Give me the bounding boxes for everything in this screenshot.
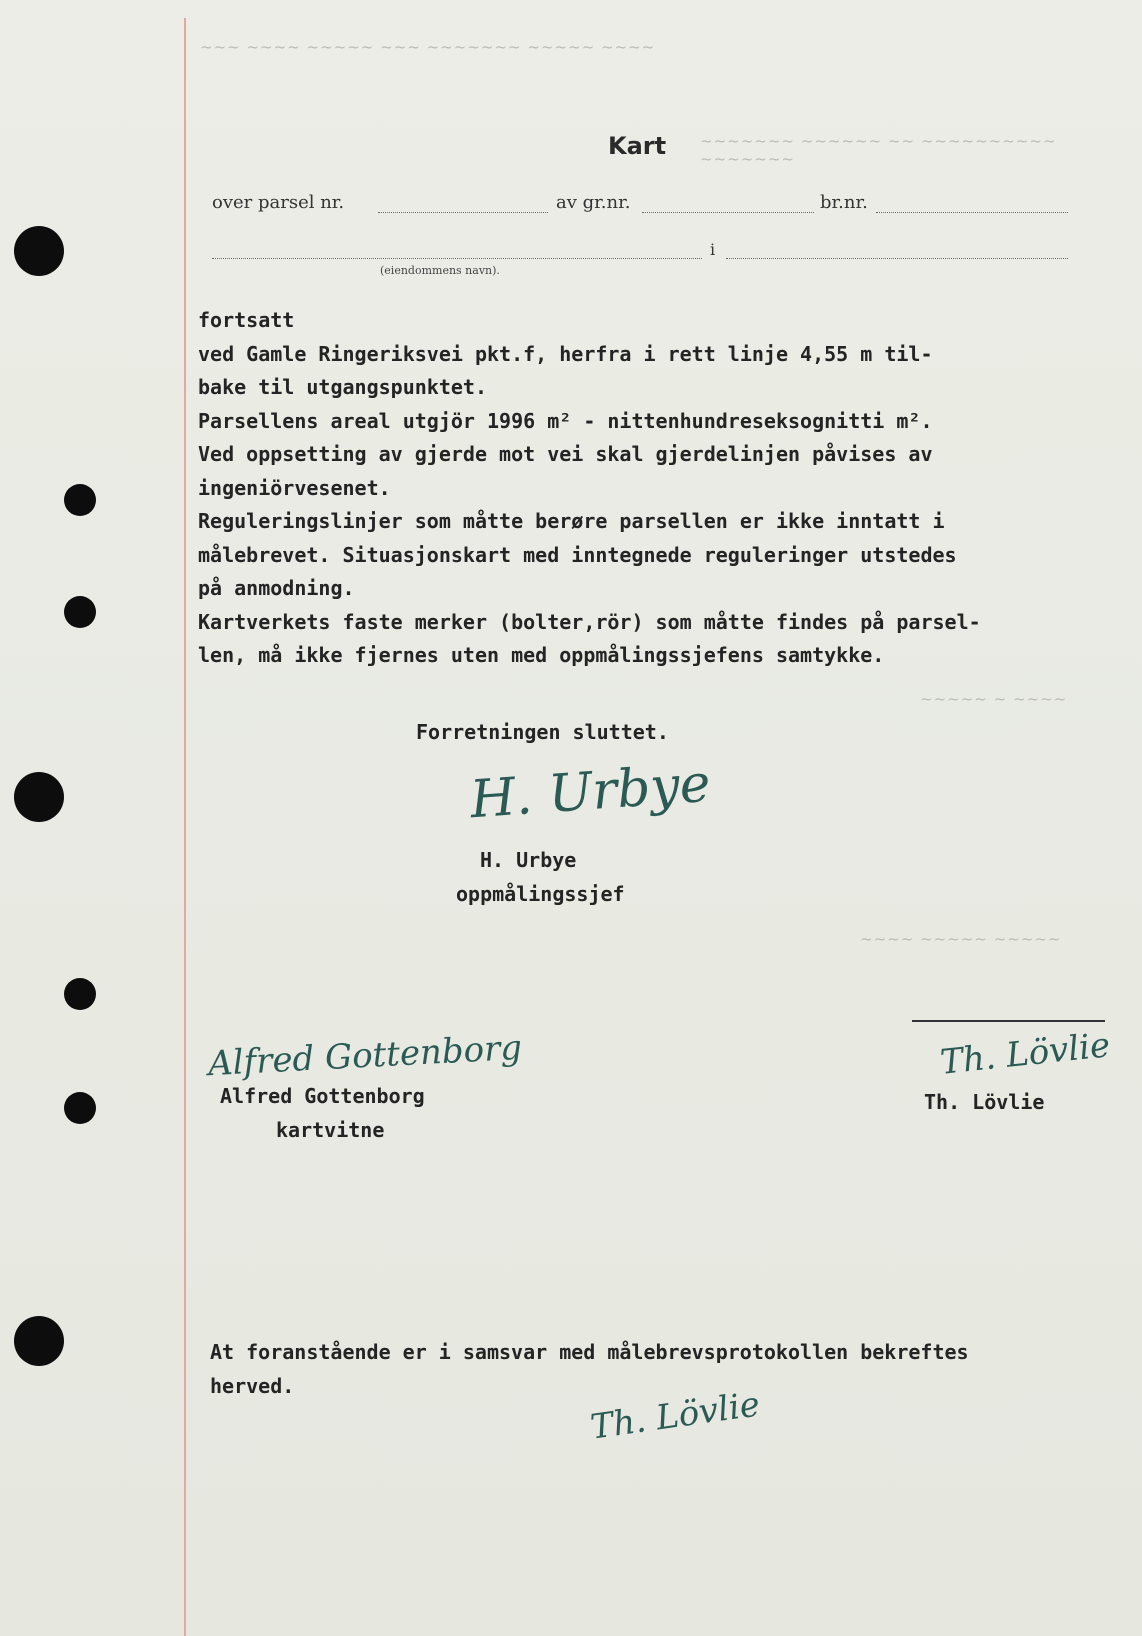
punch-hole <box>64 978 96 1010</box>
surveyor-name: H. Urbye <box>480 848 577 872</box>
body-line: fortsatt <box>198 308 295 332</box>
parcel-field-line <box>378 212 548 213</box>
body-line: ingeniörvesenet. <box>198 475 391 500</box>
certification-signature: Th. Lövlie <box>588 1384 763 1448</box>
body-line: len, må ikke fjernes uten med oppmålingssjefens samtykke. <box>198 643 885 667</box>
witness-signature: Alfred Gottenborg <box>207 1027 524 1085</box>
lovlie-name: Th. Lövlie <box>924 1090 1045 1114</box>
body-line: ved Gamle Ringeriksvei pkt.f, herfra i rett linje 4,55 m til- <box>198 341 933 366</box>
parcel-label: over parsel nr. <box>212 192 345 213</box>
bleed-through-text: ~~~ ~~~~ ~~~~~ ~~~ ~~~~~~~ ~~~~~ ~~~~ <box>200 38 656 56</box>
body-text <box>198 304 1098 673</box>
bleed-through-text: ~~~~ ~~~~~ ~~~~~ <box>860 930 1062 948</box>
surveyor-title: oppmålingssjef <box>456 882 625 906</box>
body-line: målebrevet. Situasjonskart med inntegnede reguleringer utstedes <box>198 542 957 567</box>
punch-hole <box>64 1092 96 1124</box>
bnr-label: br.nr. <box>820 192 868 213</box>
punch-hole <box>64 596 96 628</box>
place-field-line <box>726 258 1068 259</box>
body-line: Kartverkets faste merker (bolter,rör) som måtte findes på parsel- <box>198 609 981 634</box>
surveyor-signature: H. Urbye <box>468 753 713 831</box>
witness-title: kartvitne <box>276 1118 385 1142</box>
form-title: Kart <box>608 132 667 160</box>
gnr-label: av gr.nr. <box>556 192 631 213</box>
gnr-field-line <box>642 212 814 213</box>
body-line: Parsellens areal utgjör 1996 m² - nittenhundreseksognitti m². <box>198 408 933 433</box>
certification-line-2: herved. <box>210 1374 295 1398</box>
punch-hole <box>14 1316 64 1366</box>
property-field-line <box>212 258 702 259</box>
punch-hole <box>64 484 96 516</box>
bleed-through-text: ~~~~~~~ ~~~~~~ ~~ ~~~~~~~~~~ ~~~~~~~ <box>700 132 1057 168</box>
body-line: Ved oppsetting av gjerde mot vei skal gjerdelinjen påvises av <box>198 442 933 466</box>
certification-line-1: At foranstående er i samsvar med målebrevsprotokollen bekreftes <box>210 1340 969 1364</box>
body-line: Reguleringslinjer som måtte berøre parsellen er ikke inntatt i <box>198 509 945 533</box>
body-line: bake til utgangspunktet. <box>198 375 487 399</box>
lovlie-signature: Th. Lövlie <box>938 1025 1112 1083</box>
body-line: på anmodning. <box>198 576 355 600</box>
signature-rule <box>912 1020 1105 1022</box>
punch-hole <box>14 226 64 276</box>
bnr-field-line <box>876 212 1068 213</box>
in-label: i <box>710 240 716 259</box>
property-note: (eiendommens navn). <box>380 264 500 277</box>
closing-text: Forretningen sluttet. <box>416 720 669 744</box>
bleed-through-text: ~~~~~ ~ ~~~~ <box>920 690 1068 708</box>
punch-hole <box>14 772 64 822</box>
witness-name: Alfred Gottenborg <box>220 1084 425 1108</box>
margin-line <box>184 18 186 1636</box>
